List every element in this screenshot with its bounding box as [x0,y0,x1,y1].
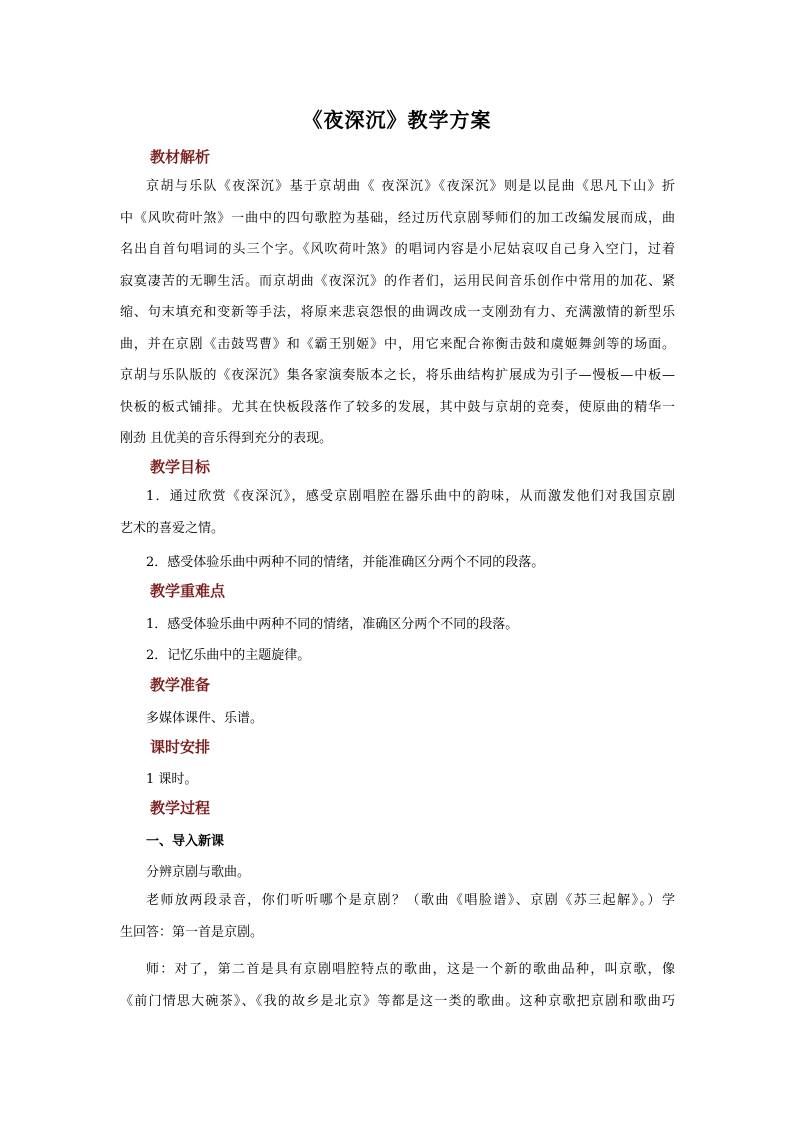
section-heading-process: 教学过程 [150,799,211,817]
paragraph-line: 1．通过欣赏《夜深沉》，感受京剧唱腔在器乐曲中的韵味，从而激发他们对我国京剧 [146,489,675,504]
section-heading-preparation: 教学准备 [150,676,211,694]
document-title: 《夜深沉》教学方案 [302,108,492,132]
paragraph-line: 师：对了，第二首是具有京剧唱腔特点的歌曲，这是一个新的歌曲品种，叫京歌，像 [146,962,675,977]
section-heading-schedule: 课时安排 [150,738,211,756]
key-points-item-2: 2．记忆乐曲中的主题旋律。 [146,648,311,663]
paragraph-line: 曲，并在京剧《击鼓骂曹》和《霸王别姬》中，用它来配合祢衡击鼓和虞姬舞剑等的场面。 [120,336,675,352]
paragraph-line: 艺术的喜爱之情。 [120,520,225,536]
paragraph-line: 京胡与乐队《夜深沉》基于京胡曲《 夜深沉》《夜深沉》则是以昆曲《思凡下山》折 [146,179,675,194]
preparation-text: 多媒体课件、乐谱。 [146,711,264,726]
process-text-1: 分辨京剧与歌曲。 [146,865,251,880]
process-subheading-intro: 一、导入新课 [146,834,225,849]
paragraph-line: 快板的板式铺排。尤其在快板段落作了较多的发展，其中鼓与京胡的竞奏，使原曲的精华一 [120,399,675,415]
schedule-text: 1 课时。 [146,772,198,787]
section-heading-analysis: 教材解析 [150,148,211,166]
section-heading-key-points: 教学重难点 [150,582,226,600]
paragraph-line: 缩、句末填充和变新等手法，将原来悲哀怨恨的曲调改成一支刚劲有力、充满激情的新型乐 [120,305,675,320]
section-heading-goals: 教学目标 [150,458,211,476]
goals-item-2: 2．感受体验乐曲中两种不同的情绪，并能准确区分两个不同的段落。 [146,555,545,570]
paragraph-line: 京胡与乐队版的《夜深沉》集各家演奏版本之长，将乐曲结构扩展成为引子—慢板—中板— [120,368,675,383]
paragraph-line: 寂寞凄苦的无聊生活。而京胡曲《夜深沉》的作者们，运用民间音乐创作中常用的加花、紧 [120,273,675,289]
paragraph-line: 生回答：第一首是京剧。 [120,924,264,940]
paragraph-line: 中《风吹荷叶煞》一曲中的四句歌腔为基础，经过历代京剧琴师们的加工改编发展而成，曲 [120,210,675,226]
goals-item-1 [120,481,675,544]
process-paragraph-3 [120,954,675,1017]
paragraph-line: 名出自首句唱词的头三个字。《风吹荷叶煞》的唱词内容是小尼姑哀叹自己身入空门，过着 [120,242,675,257]
paragraph-line: 《前门情思大碗茶》、《我的故乡是北京》等都是这一类的歌曲。这种京歌把京剧和歌曲巧 [120,993,675,1009]
process-paragraph-2 [120,885,675,948]
analysis-paragraph [120,171,675,455]
paragraph-line: 刚劲 且优美的音乐得到充分的表现。 [120,431,333,446]
paragraph-line: 老师放两段录音，你们听听哪个是京剧？（歌曲《唱脸谱》、京剧《苏三起解》。）学 [146,893,675,908]
key-points-item-1: 1．感受体验乐曲中两种不同的情绪，准确区分两个不同的段落。 [146,617,519,632]
